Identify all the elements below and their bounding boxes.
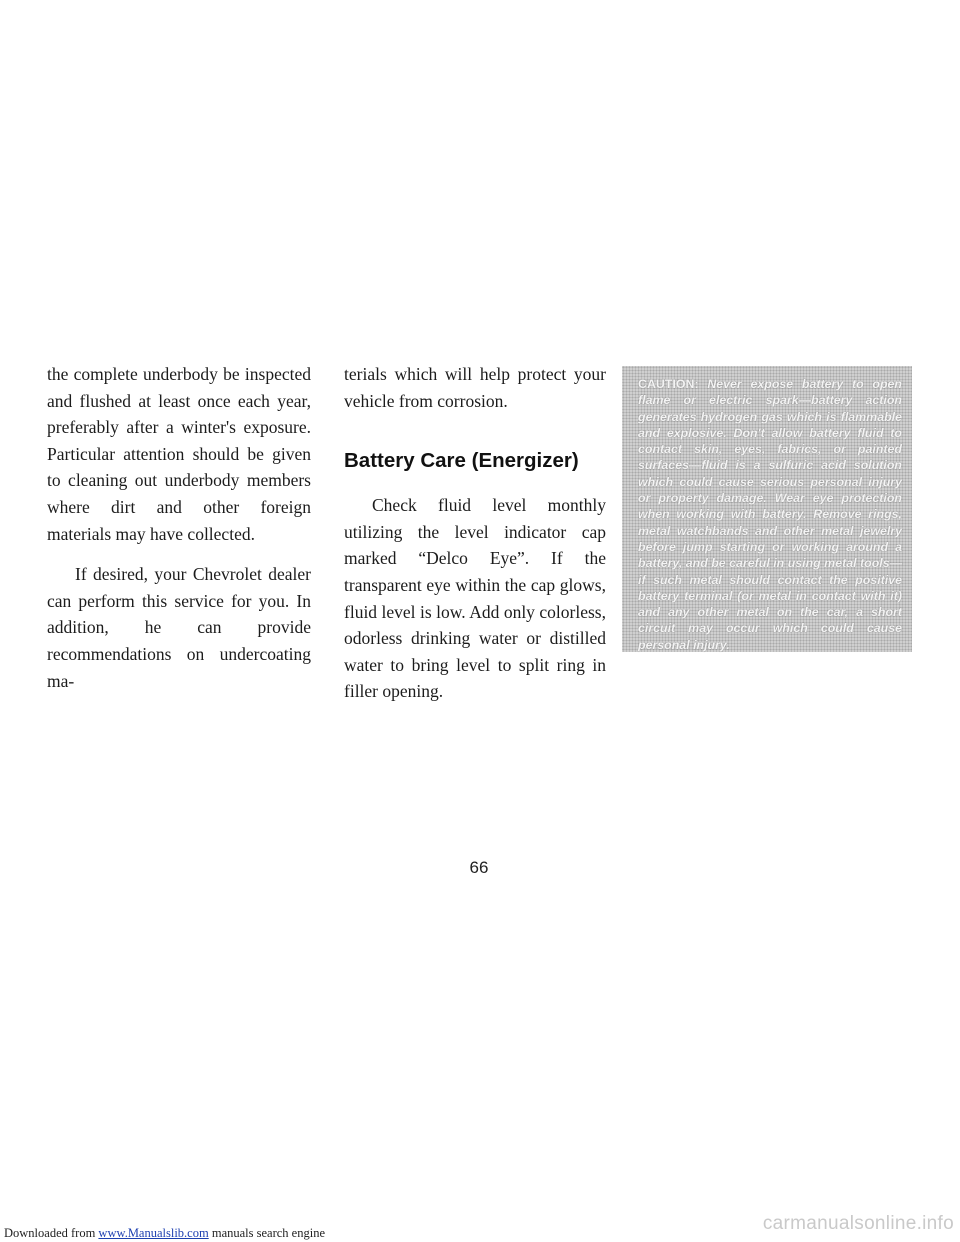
manualslib-link[interactable]: www.Manualslib.com xyxy=(98,1226,209,1240)
download-footer xyxy=(4,1226,325,1241)
page-number: 66 xyxy=(469,858,489,877)
caution-text: Never expose battery to open flame or electric spark—battery action generates hydrogen gas which is flammable and explosive. Don't allow battery fluid to contact skin, eyes, fabrics, or painted surfaces—fluid is a sulfuric acid solution which could cause serious personal injury or property damage. Wear eye protection when working with battery. Remove rings, metal watchbands and other metal jewelry before jump starting or working around a battery, and be careful in using metal tools—if such metal should contact the positive battery terminal (or metal in contact with it) and any other metal on the car, a short circuit may occur which could cause personal injury. xyxy=(638,377,902,652)
battery-fluid-paragraph: Check fluid level monthly utilizing the level indicator cap marked “Delco Eye”. If the transparent eye within the cap glows, fluid level is low. Add only colorless, odorless drinking water or distilled water to bring level to split ring in filler opening. xyxy=(344,495,606,702)
middle-text-column xyxy=(344,361,606,705)
footer-suffix: manuals search engine xyxy=(211,1226,325,1240)
dealer-service-paragraph: If desired, your Chevrolet dealer can perform this service for you. In addition, he can provide recommendations on undercoating ma- xyxy=(47,564,311,691)
corrosion-paragraph: terials which will help protect your vehicle from corrosion. xyxy=(344,364,606,411)
footer-prefix: Downloaded from xyxy=(4,1226,96,1240)
left-text-column xyxy=(47,361,311,694)
underbody-paragraph: the complete underbody be inspected and flushed at least once each year, preferably after a winter's exposure. Particular attention should be given to cleaning out underbody members where dirt and other foreign materials may have collected. xyxy=(47,364,311,544)
site-watermark: carmanualsonline.info xyxy=(762,1213,954,1234)
caution-label: CAUTION: xyxy=(638,377,699,391)
caution-box xyxy=(622,366,912,652)
battery-care-heading: Battery Care (Energizer) xyxy=(344,449,579,473)
